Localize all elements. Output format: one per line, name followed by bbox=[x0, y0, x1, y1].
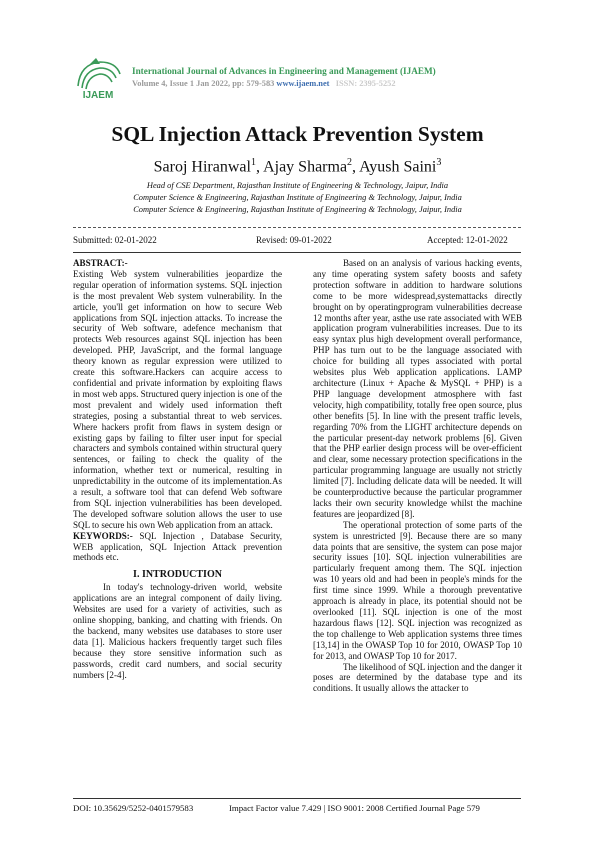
author-list: Saroj Hiranwal$^1$, Ajay Sharma$^2$, Ayush Saini$^3$ bbox=[153, 157, 442, 176]
submitted-date: Submitted: 02-01-2022 bbox=[73, 235, 157, 245]
body-paragraph: The likelihood of SQL injection and the danger it poses are determined by the database type and its conditions. It usually allows the attacker to bbox=[313, 661, 522, 694]
abstract-text: Existing Web system vulnerabilities jeopardize the regular operation of information systems. SQL injection is the most prevalent Web system vulnerability. In the article, you'll get information on how to secure Web applications from SQL injection attacks. To increase the security of Web software, adefence mechanism that protects Web resources against SQL injection has been developed. PHP, JavaScript, and the formal language theory known as regular expression were utilized to create this software.Hackers can acquire access to confidential and private information by exploiting flaws in most web apps. Structured query injection is one of the most prevalent and widely used information theft strategies, posing a substantial threat to web services. Where hackers profit from flaws in system design or existing gaps by failing to filter user input for special characters and symbols contained within structural query sentences, or failing to check the quality of the information, whether text or numerical, resulting in unpredictability in the outcome of its implementation.As a result, a software tool that can defend Web software from SQL injection vulnerabilities has been developed. The developed software solution allows the user to use SQL to secure his own Web application from an attack. bbox=[73, 268, 282, 530]
journal-name: International Journal of Advances in Engineering and Management (IJAEM) bbox=[132, 66, 436, 76]
logo-text: IJAEM bbox=[82, 90, 114, 100]
footer-rule bbox=[73, 798, 521, 799]
accepted-date: Accepted: 12-01-2022 bbox=[427, 235, 508, 245]
body-paragraph: Based on an analysis of various hacking events, any time operating system safety boosts and safety protection software in addition to hardware solutions come to be more widespread,systemattacks directly brought on by operatingprogram vulnerabilities decrease 12 months after year, asthe use rate associated with WEB application program vulnerabilities increases. Due to its easy syntax plus high development overall performance, PHP has turn out to be the language associated with choice for building all types associated with portal websites plus Web application applications. LAMP architecture (Linux + Apache & MySQL + PHP) is a PHP language development atmosphere with fast velocity, high compatibility, totally free open source, plus other benefits [5]. In line with the present traffic levels, regarding 70% from the LIGHT architecture depends on the particular present-day network problems [6]. Given that the PHP earlier design process will be over-efficient and clear, some necessary protection specifications in the particular programming language are usually not strictly limited [7]. Including delicate data will be needed. It will be counterproductive because the particular programmer lacks their own security knowledge whilst the machine features are jeopardized [8]. bbox=[313, 258, 522, 519]
author-sup: 3 bbox=[436, 157, 442, 168]
keywords bbox=[73, 531, 282, 564]
author-sup: 1 bbox=[250, 157, 256, 168]
header-rule bbox=[73, 252, 521, 253]
journal-header bbox=[70, 52, 530, 104]
journal-issn: ISSN: 2395-5252 bbox=[335, 79, 396, 88]
author-name: Saroj Hiranwal bbox=[153, 158, 251, 176]
affiliation: Head of CSE Department, Rajasthan Institute of Engineering & Technology, Jaipur, India bbox=[146, 181, 449, 190]
section-heading-introduction: I. INTRODUCTION bbox=[133, 569, 222, 581]
right-column bbox=[313, 258, 522, 694]
intro-paragraph: In today's technology-driven world, website applications are an integral component of daily living. Websites are used for a variety of activities, such as online shopping, banking, and chatting with friends. On the backend, many websites use databases to store user data [1]. Malicious hackers frequently target such files because they store sensitive information such as passwords, credit card numbers, and social security numbers [2-4]. bbox=[73, 582, 282, 680]
journal-url[interactable]: www.ijaem.net bbox=[276, 79, 330, 88]
affiliation: Computer Science & Engineering, Rajasthan Institute of Engineering & Technology, Jaipur, India bbox=[133, 193, 462, 202]
journal-volume-line bbox=[132, 79, 396, 88]
paper-title: SQL Injection Attack Prevention System bbox=[111, 122, 484, 146]
left-column bbox=[73, 258, 282, 680]
footer-impact: Impact Factor value 7.429 | ISO 9001: 2008 Certified Journal Page 579 bbox=[229, 803, 480, 813]
dashed-divider bbox=[73, 227, 521, 228]
affiliation: Computer Science & Engineering, Rajasthan Institute of Engineering & Technology, Jaipur, India bbox=[133, 205, 462, 214]
abstract-label: ABSTRACT:- bbox=[73, 258, 128, 268]
body-paragraph: The operational protection of some parts of the system is unrestricted [9]. Because there are so many data points that are sensitive, the system can pose major security issues [10]. SQL injection vulnerabilities are particularly frequent among them. The SQL injection was 10 years old and had been in people's minds for the first time since 1999. While a thorough preventative approach is already in place, its potential should not be overlooked [11]. SQL injection is one of the most hazardous flaws [12]. SQL injection was recognized as the top challenge to Web application systems three times [13,14] in the OWASP Top 10 for 2010, OWASP Top 10 for 2013, and OWASP Top 10 for 2017. bbox=[313, 519, 522, 661]
author-name: Ayush Saini bbox=[359, 158, 437, 176]
volume-issue: Volume 4, Issue 1 Jan 2022, pp: 579-583 bbox=[132, 79, 275, 88]
revised-date: Revised: 09-01-2022 bbox=[256, 235, 332, 245]
journal-logo bbox=[70, 56, 126, 100]
footer-doi[interactable]: DOI: 10.35629/5252-0401579583 bbox=[73, 803, 194, 813]
author-sup: 2 bbox=[347, 157, 353, 168]
keywords-label: KEYWORDS:- bbox=[73, 530, 133, 541]
keywords-text: SQL Injection , Database Security, WEB application, SQL Injection Attack prevention methods etc. bbox=[73, 530, 282, 563]
author-name: Ajay Sharma bbox=[263, 158, 348, 176]
